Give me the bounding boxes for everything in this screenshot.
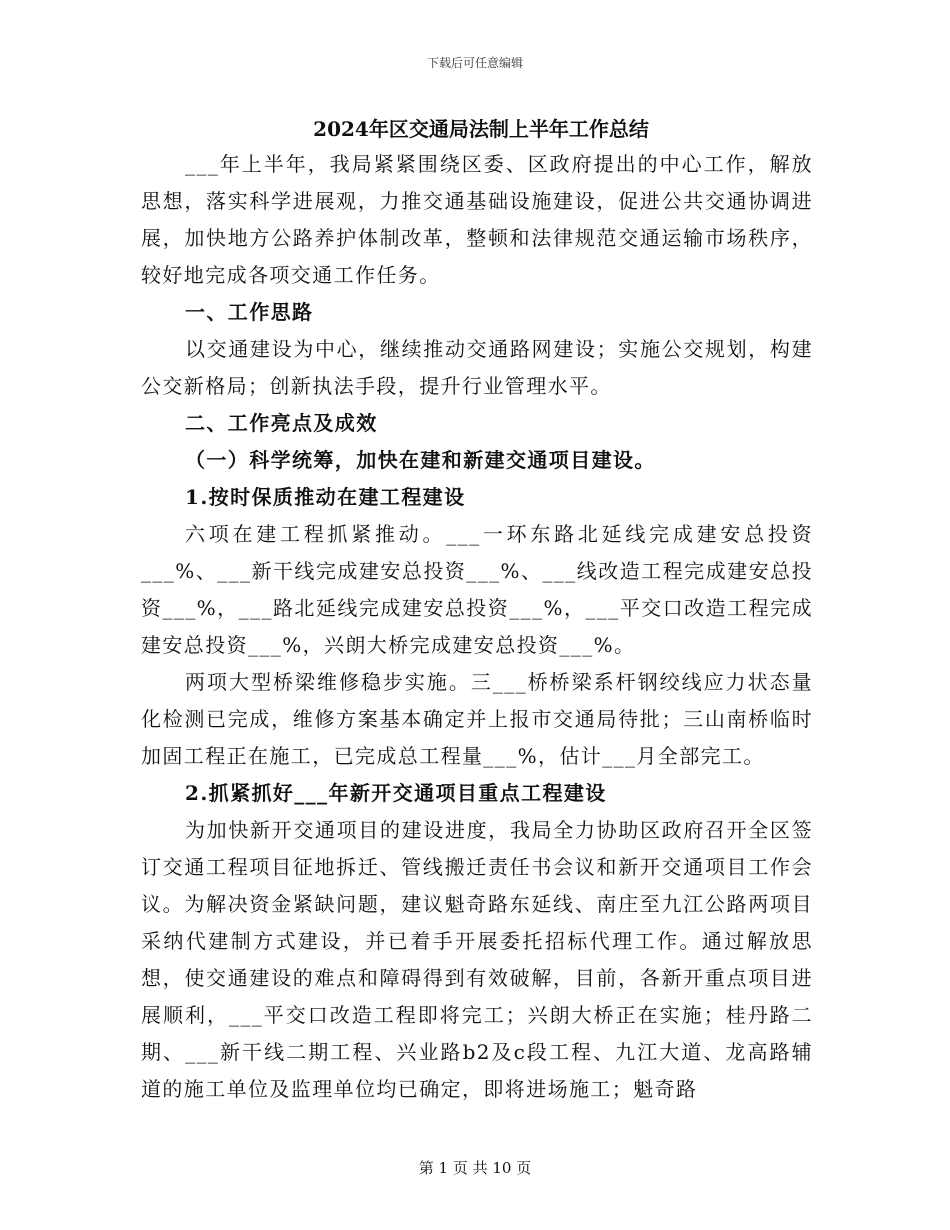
document-title: 2024年区交通局法制上半年工作总结 (313, 117, 649, 141)
ongoing-projects-paragraph: 六项在建工程抓紧推动。___一环东路北延线完成建安总投资___%、___新干线完成建安总投资___%、___线改造工程完成建安总投资___%，___路北延线完成建安总投资___%，___平交口改造工程完成建安总投资___%，兴朗大桥完成建安总投资___%。 (141, 522, 813, 657)
item-heading-new-projects: 2.抓紧抓好___年新开交通项目重点工程建设 (185, 781, 607, 805)
work-ideas-paragraph: 以交通建设为中心，继续推动交通路网建设；实施公交规划，构建公交新格局；创新执法手段，提升行业管理水平。 (141, 337, 813, 398)
subsection-heading-planning: （一）科学统筹，加快在建和新建交通项目建设。 (185, 448, 656, 472)
page-header: 下载后可任意编辑 (426, 56, 523, 70)
section-heading-work-ideas: 一、工作思路 (185, 300, 314, 324)
item-heading-ongoing-projects: 1.按时保质推动在建工程建设 (185, 485, 466, 509)
page-footer: 第 1 页 共 10 页 (418, 1159, 532, 1177)
document-body (141, 112, 813, 1108)
section-heading-highlights: 二、工作亮点及成效 (185, 411, 378, 435)
bridge-maintenance-paragraph: 两项大型桥梁维修稳步实施。三___桥桥梁系杆钢绞线应力状态量化检测已完成，维修方案基本确定并上报市交通局待批；三山南桥临时加固工程正在施工，已完成总工程量___%，估计___月全部完工。 (141, 670, 813, 768)
intro-paragraph: ___年上半年，我局紧紧围绕区委、区政府提出的中心工作，解放思想，落实科学进展观，力推交通基础设施建设，促进公共交通协调进展，加快地方公路养护体制改革，整顿和法律规范交通运输市场秩序，较好地完成各项交通工作任务。 (141, 152, 813, 287)
new-projects-paragraph: 为加快新开交通项目的建设进度，我局全力协助区政府召开全区签订交通工程项目征地拆迁、管线搬迁责任书会议和新开交通项目工作会议。为解决资金紧缺问题，建议魁奇路东延线、南庄至九江公路两项目采纳代建制方式建设，并已着手开展委托招标代理工作。通过解放思想，使交通建设的难点和障碍得到有效破解，目前，各新开重点项目进展顺利，___平交口改造工程即将完工；兴朗大桥正在实施；桂丹路二期、___新干线二期工程、兴业路b2及c段工程、九江大道、龙高路辅道的施工单位及监理单位均已确定，即将进场施工；魁奇路 (141, 818, 813, 1101)
